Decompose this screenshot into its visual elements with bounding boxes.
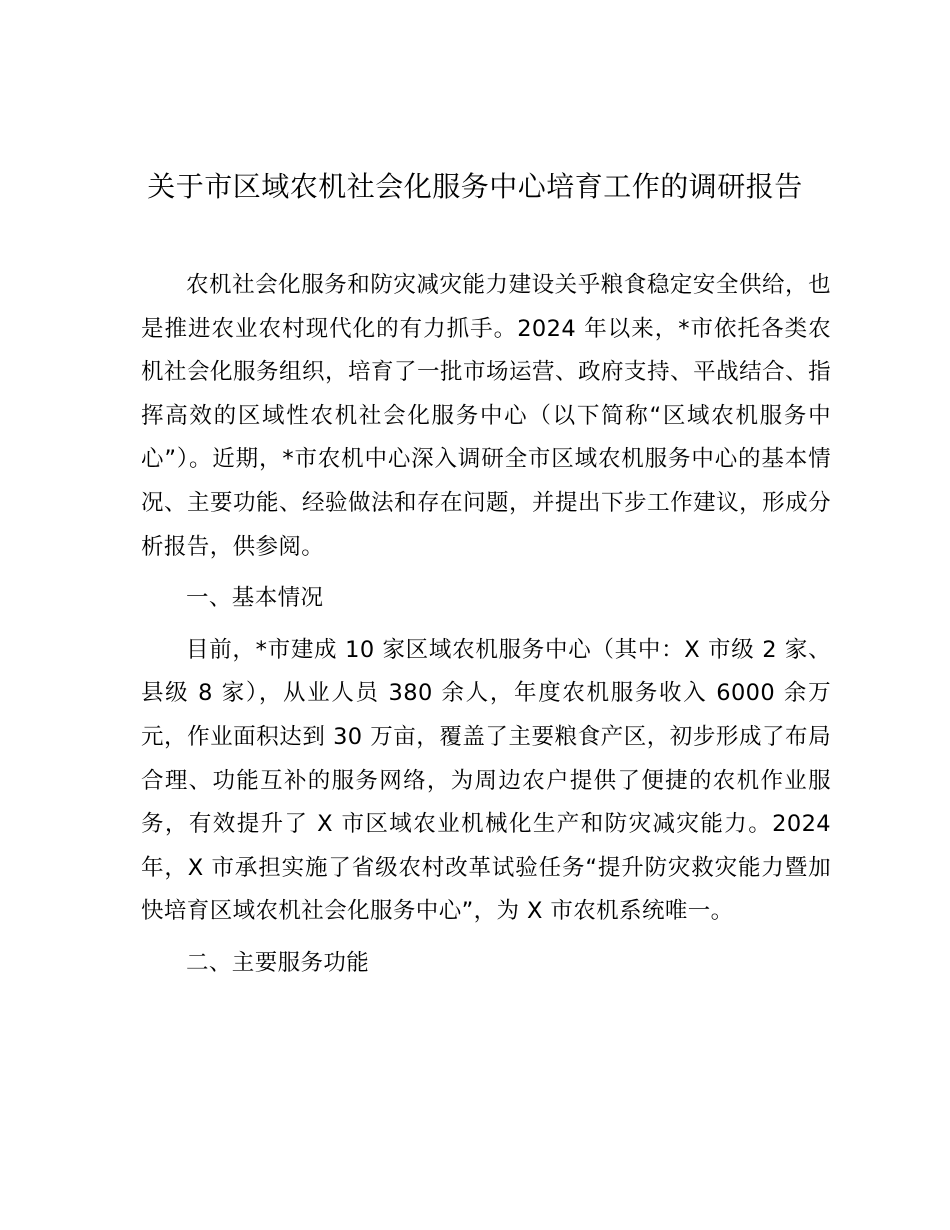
document-body — [141, 264, 831, 986]
section-heading-basic-situation: 一、基本情况 — [186, 585, 324, 612]
section-heading-main-functions: 二、主要服务功能 — [186, 949, 370, 976]
document-title: 关于市区域农机社会化服务中心培育工作的调研报告 — [147, 170, 803, 203]
intro-paragraph: 农机社会化服务和防灾减灾能力建设关乎粮食稳定安全供给，也是推进农业农村现代化的有力抓手。2024 年以来，*市依托各类农机社会化服务组织，培育了一批市场运营、政府支持、平战结合、指挥高效的区域性农机社会化服务中心（以下简称“区域农机服务中心”）。近期，*市农机中心深入调研全市区域农机服务中心的基本情况、主要功能、经验做法和存在问题，并提出下步工作建议，形成分析报告，供参阅。 — [141, 272, 831, 560]
basic-situation-paragraph: 目前，*市建成 10 家区域农机服务中心（其中：X 市级 2 家、县级 8 家），从业人员 380 余人，年度农机服务收入 6000 余万元，作业面积达到 30 万亩，覆盖了主要粮食产区，初步形成了布局合理、功能互补的服务网络，为周边农户提供了便捷的农机作业服务，有效提升了 X 市区域农业机械化生产和防灾减灾能力。2024 年，X 市承担实施了省级农村改革试验任务“提升防灾救灾能力暨加快培育区域农机社会化服务中心”，为 X 市农机系统唯一。 — [141, 636, 831, 925]
